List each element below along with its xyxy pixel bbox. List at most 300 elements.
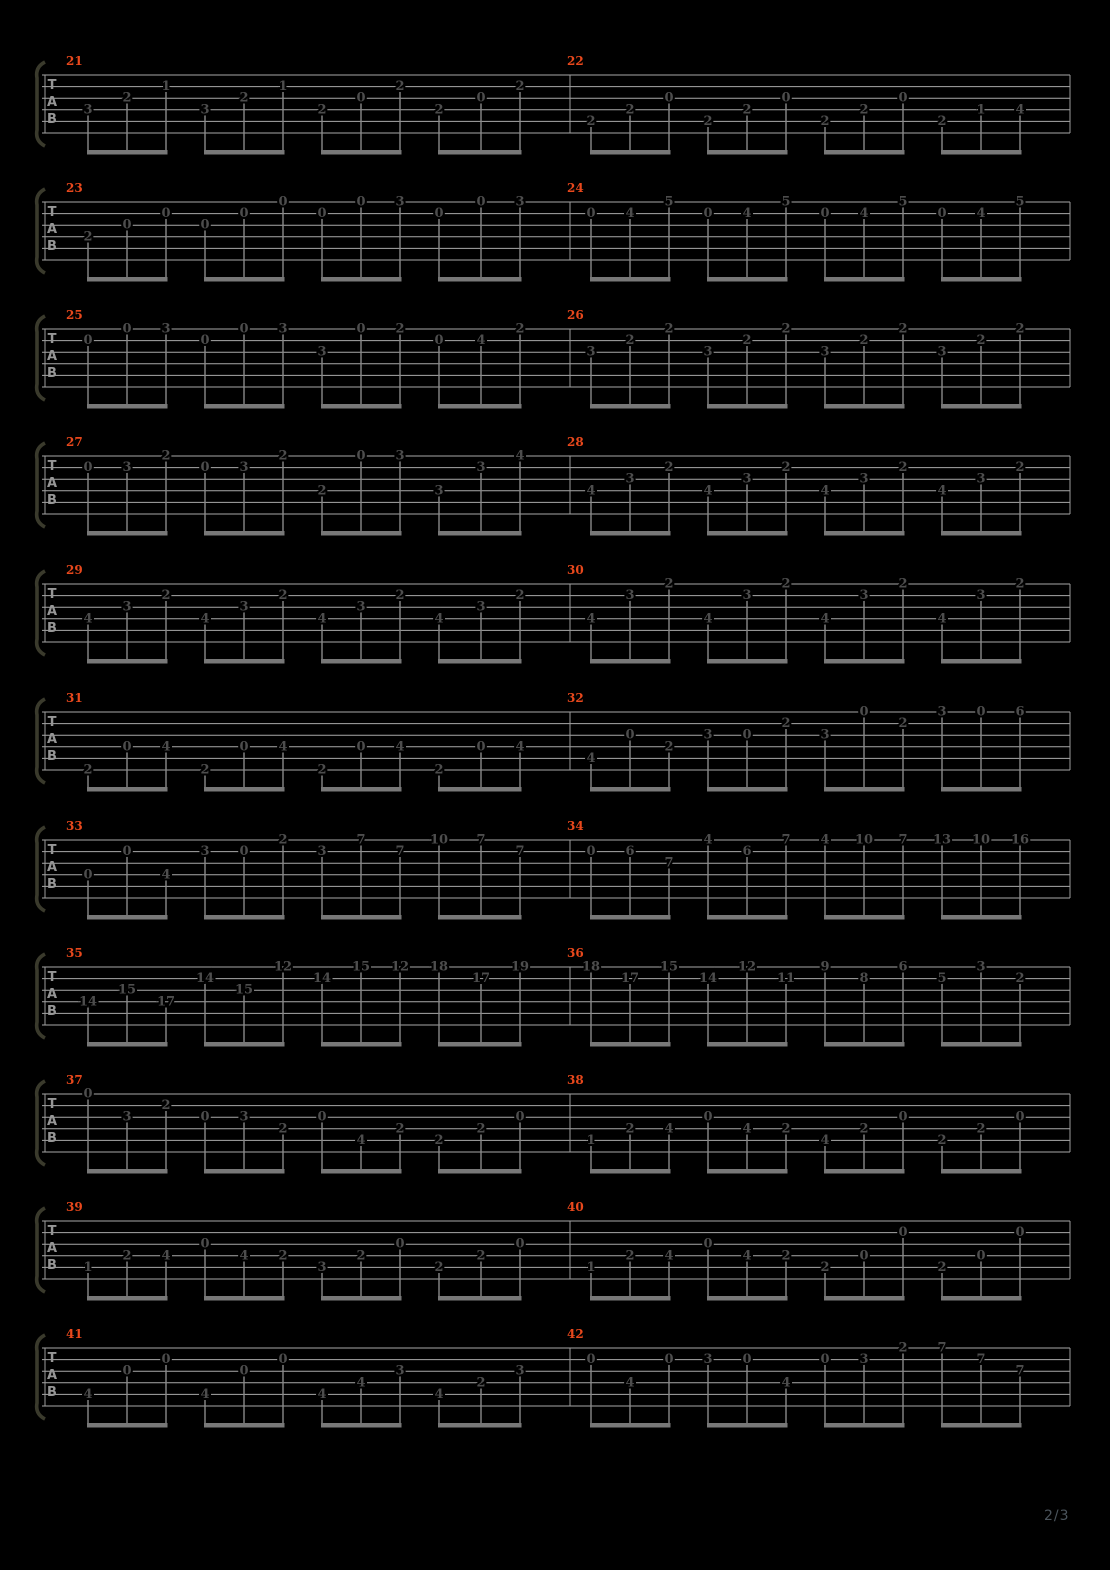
fret-number: 16 — [1010, 832, 1030, 848]
tab-system — [37, 1073, 1070, 1174]
fret-number: 4 — [200, 1386, 210, 1402]
measure-number: 42 — [567, 1327, 584, 1341]
fret-number: 4 — [664, 1121, 674, 1137]
fret-number: 5 — [664, 194, 674, 210]
fret-number: 2 — [625, 102, 635, 118]
tab-clef-letter: T — [47, 78, 57, 93]
fret-number: 2 — [820, 1259, 830, 1275]
fret-number: 2 — [664, 739, 674, 755]
fret-number: 0 — [476, 90, 486, 106]
tab-clef-letter: B — [47, 1258, 57, 1273]
fret-number: 14 — [698, 971, 718, 987]
fret-number: 0 — [200, 333, 210, 349]
fret-number: 18 — [581, 959, 601, 975]
fret-number: 3 — [122, 460, 132, 476]
fret-number: 2 — [1015, 460, 1025, 476]
tab-clef-letter: B — [47, 112, 57, 127]
fret-number: 1 — [586, 1259, 596, 1275]
fret-number: 0 — [239, 844, 249, 860]
fret-number: 3 — [317, 1259, 327, 1275]
fret-number: 4 — [625, 1375, 635, 1391]
beam — [87, 531, 168, 536]
fret-number: 2 — [395, 79, 405, 95]
beam — [87, 150, 168, 155]
fret-number: 0 — [395, 1236, 405, 1252]
measure-number: 29 — [66, 563, 83, 577]
fret-number: 0 — [476, 739, 486, 755]
beam — [590, 787, 671, 792]
fret-number: 2 — [664, 321, 674, 337]
beam — [438, 915, 522, 920]
fret-number: 3 — [625, 588, 635, 604]
fret-number: 0 — [703, 1236, 713, 1252]
beam — [438, 1169, 522, 1174]
fret-number: 17 — [620, 971, 640, 987]
fret-number: 0 — [1015, 1109, 1025, 1125]
beam — [438, 531, 522, 536]
fret-number: 4 — [742, 1121, 752, 1137]
tab-system — [37, 819, 1070, 920]
fret-number: 0 — [703, 206, 713, 222]
fret-number: 7 — [664, 855, 674, 871]
tab-clef-letter: B — [47, 1131, 57, 1146]
fret-number: 4 — [356, 1375, 366, 1391]
fret-number: 0 — [820, 206, 830, 222]
beam — [707, 1296, 788, 1301]
fret-number: 0 — [434, 333, 444, 349]
beam — [824, 150, 905, 155]
beam — [941, 1296, 1022, 1301]
beam — [590, 659, 671, 664]
beam — [590, 915, 671, 920]
fret-number: 2 — [937, 1132, 947, 1148]
beam — [707, 787, 788, 792]
beam — [438, 404, 522, 409]
fret-number: 2 — [898, 1340, 908, 1356]
beam — [590, 277, 671, 282]
fret-number: 0 — [703, 1109, 713, 1125]
measure-number: 32 — [567, 691, 584, 705]
fret-number: 5 — [937, 971, 947, 987]
tab-clef-letter: T — [47, 843, 57, 858]
beam — [438, 659, 522, 664]
beam — [824, 659, 905, 664]
fret-number: 1 — [278, 79, 288, 95]
fret-number: 17 — [471, 971, 491, 987]
tab-clef-letter: T — [47, 459, 57, 474]
fret-number: 2 — [664, 460, 674, 476]
fret-number: 2 — [898, 460, 908, 476]
beam — [87, 1169, 168, 1174]
fret-number: 7 — [476, 832, 486, 848]
fret-number: 3 — [200, 844, 210, 860]
fret-number: 15 — [659, 959, 679, 975]
fret-number: 3 — [820, 344, 830, 360]
fret-number: 2 — [898, 321, 908, 337]
beam — [590, 1423, 671, 1428]
beam — [590, 1296, 671, 1301]
fret-number: 2 — [278, 1121, 288, 1137]
fret-number: 3 — [586, 344, 596, 360]
fret-number: 4 — [625, 206, 635, 222]
fret-number: 0 — [515, 1236, 525, 1252]
fret-number: 2 — [317, 102, 327, 118]
tab-clef-letter: A — [46, 987, 58, 1002]
fret-number: 0 — [356, 448, 366, 464]
beam — [590, 1042, 671, 1047]
fret-number: 0 — [122, 217, 132, 233]
beam — [204, 915, 285, 920]
fret-number: 4 — [937, 483, 947, 499]
fret-number: 0 — [239, 206, 249, 222]
beam — [707, 277, 788, 282]
fret-number: 11 — [776, 971, 796, 987]
beam — [707, 531, 788, 536]
measure-number: 41 — [66, 1327, 83, 1341]
beam — [438, 150, 522, 155]
fret-number: 7 — [781, 832, 791, 848]
tab-system — [37, 691, 1070, 792]
tab-clef-letter: T — [47, 332, 57, 347]
fret-number: 4 — [434, 1386, 444, 1402]
fret-number: 4 — [476, 333, 486, 349]
beam — [204, 1042, 285, 1047]
tab-system — [37, 1200, 1070, 1301]
fret-number: 2 — [83, 762, 93, 778]
tab-clef-letter: A — [46, 95, 58, 110]
fret-number: 2 — [434, 762, 444, 778]
tab-clef-letter: T — [47, 715, 57, 730]
tab-clef-letter: T — [47, 205, 57, 220]
fret-number: 3 — [625, 471, 635, 487]
fret-number: 0 — [820, 1352, 830, 1368]
fret-number: 10 — [971, 832, 991, 848]
measure-number: 38 — [567, 1073, 584, 1087]
fret-number: 3 — [122, 599, 132, 615]
tab-clef-letter: A — [46, 604, 58, 619]
fret-number: 2 — [664, 576, 674, 592]
fret-number: 3 — [395, 1363, 405, 1379]
beam — [707, 915, 788, 920]
fret-number: 0 — [781, 90, 791, 106]
fret-number: 3 — [317, 844, 327, 860]
fret-number: 3 — [395, 194, 405, 210]
fret-number: 0 — [200, 1236, 210, 1252]
fret-number: 3 — [820, 727, 830, 743]
fret-number: 0 — [434, 206, 444, 222]
fret-number: 0 — [122, 844, 132, 860]
fret-number: 2 — [781, 1248, 791, 1264]
fret-number: 2 — [898, 716, 908, 732]
fret-number: 14 — [195, 971, 215, 987]
fret-number: 0 — [859, 1248, 869, 1264]
tab-clef-letter: B — [47, 239, 57, 254]
fret-number: 6 — [625, 844, 635, 860]
fret-number: 2 — [1015, 321, 1025, 337]
tab-clef-letter: B — [47, 1385, 57, 1400]
beam — [321, 404, 402, 409]
fret-number: 4 — [976, 206, 986, 222]
fret-number: 3 — [703, 727, 713, 743]
fret-number: 5 — [1015, 194, 1025, 210]
beam — [87, 659, 168, 664]
fret-number: 4 — [742, 206, 752, 222]
fret-number: 4 — [586, 483, 596, 499]
fret-number: 2 — [122, 90, 132, 106]
fret-number: 7 — [395, 844, 405, 860]
fret-number: 4 — [742, 1248, 752, 1264]
beam — [707, 1169, 788, 1174]
beam — [204, 531, 285, 536]
tab-clef-letter: T — [47, 1097, 57, 1112]
fret-number: 4 — [820, 832, 830, 848]
fret-number: 7 — [937, 1340, 947, 1356]
measure-number: 25 — [66, 308, 83, 322]
tab-clef-letter: A — [46, 1368, 58, 1383]
fret-number: 2 — [625, 1121, 635, 1137]
fret-number: 0 — [898, 1109, 908, 1125]
fret-number: 3 — [83, 102, 93, 118]
measure-number: 21 — [66, 54, 83, 68]
fret-number: 3 — [976, 588, 986, 604]
fret-number: 3 — [742, 588, 752, 604]
fret-number: 2 — [278, 448, 288, 464]
measure-number: 30 — [567, 563, 584, 577]
beam — [87, 1296, 168, 1301]
fret-number: 6 — [1015, 704, 1025, 720]
measure-number: 37 — [66, 1073, 83, 1087]
fret-number: 3 — [937, 704, 947, 720]
fret-number: 2 — [239, 90, 249, 106]
beam — [707, 404, 788, 409]
beam — [204, 787, 285, 792]
tab-clef-letter: B — [47, 749, 57, 764]
fret-number: 4 — [664, 1248, 674, 1264]
fret-number: 2 — [976, 333, 986, 349]
fret-number: 1 — [83, 1259, 93, 1275]
measure-number: 23 — [66, 181, 83, 195]
beam — [87, 915, 168, 920]
fret-number: 5 — [781, 194, 791, 210]
beam — [707, 1042, 788, 1047]
measure-number: 26 — [567, 308, 584, 322]
fret-number: 0 — [742, 727, 752, 743]
beam — [824, 787, 905, 792]
fret-number: 3 — [515, 1363, 525, 1379]
beam — [321, 277, 402, 282]
fret-number: 0 — [476, 194, 486, 210]
fret-number: 2 — [161, 1098, 171, 1114]
fret-number: 0 — [161, 1352, 171, 1368]
beam — [590, 404, 671, 409]
beam — [204, 277, 285, 282]
beam — [321, 659, 402, 664]
measure-number: 24 — [567, 181, 584, 195]
fret-number: 3 — [476, 599, 486, 615]
fret-number: 3 — [434, 483, 444, 499]
fret-number: 10 — [854, 832, 874, 848]
fret-number: 12 — [390, 959, 410, 975]
fret-number: 15 — [234, 982, 254, 998]
fret-number: 0 — [317, 1109, 327, 1125]
measure-number: 36 — [567, 946, 584, 960]
fret-number: 4 — [161, 739, 171, 755]
fret-number: 3 — [356, 599, 366, 615]
fret-number: 3 — [239, 1109, 249, 1125]
fret-number: 1 — [976, 102, 986, 118]
tab-clef-letter: T — [47, 1224, 57, 1239]
fret-number: 7 — [976, 1352, 986, 1368]
fret-number: 2 — [395, 321, 405, 337]
tab-clef-letter: T — [47, 970, 57, 985]
fret-number: 4 — [703, 611, 713, 627]
fret-number: 0 — [586, 206, 596, 222]
beam — [941, 531, 1022, 536]
beam — [438, 787, 522, 792]
fret-number: 2 — [515, 321, 525, 337]
fret-number: 0 — [859, 704, 869, 720]
fret-number: 2 — [515, 79, 525, 95]
fret-number: 0 — [515, 1109, 525, 1125]
beam — [438, 1423, 522, 1428]
fret-number: 2 — [937, 1259, 947, 1275]
fret-number: 4 — [239, 1248, 249, 1264]
beam — [321, 1423, 402, 1428]
fret-number: 4 — [586, 611, 596, 627]
fret-number: 2 — [317, 762, 327, 778]
fret-number: 14 — [78, 994, 98, 1010]
beam — [824, 404, 905, 409]
tab-clef-letter: A — [46, 732, 58, 747]
fret-number: 4 — [515, 739, 525, 755]
fret-number: 0 — [200, 460, 210, 476]
fret-number: 2 — [278, 832, 288, 848]
beam — [590, 1169, 671, 1174]
fret-number: 4 — [161, 867, 171, 883]
fret-number: 0 — [317, 206, 327, 222]
fret-number: 0 — [664, 1352, 674, 1368]
beam — [321, 1042, 402, 1047]
fret-number: 0 — [586, 844, 596, 860]
fret-number: 7 — [356, 832, 366, 848]
beam — [204, 1169, 285, 1174]
fret-number: 2 — [859, 1121, 869, 1137]
fret-number: 18 — [429, 959, 449, 975]
fret-number: 0 — [122, 739, 132, 755]
tab-clef-letter: B — [47, 877, 57, 892]
beam — [941, 1042, 1022, 1047]
fret-number: 4 — [434, 611, 444, 627]
fret-number: 4 — [703, 483, 713, 499]
tab-clef-letter: B — [47, 493, 57, 508]
fret-number: 19 — [510, 959, 530, 975]
measure-number: 39 — [66, 1200, 83, 1214]
fret-number: 5 — [898, 194, 908, 210]
fret-number: 3 — [859, 1352, 869, 1368]
fret-number: 2 — [515, 588, 525, 604]
fret-number: 0 — [278, 194, 288, 210]
fret-number: 9 — [820, 959, 830, 975]
fret-number: 4 — [356, 1132, 366, 1148]
fret-number: 4 — [586, 750, 596, 766]
beam — [824, 1423, 905, 1428]
fret-number: 0 — [898, 90, 908, 106]
fret-number: 2 — [317, 483, 327, 499]
fret-number: 4 — [317, 1386, 327, 1402]
fret-number: 0 — [356, 90, 366, 106]
fret-number: 3 — [239, 460, 249, 476]
fret-number: 2 — [937, 113, 947, 129]
measure-number: 40 — [567, 1200, 584, 1214]
measure-number: 35 — [66, 946, 83, 960]
fret-number: 2 — [820, 113, 830, 129]
beam — [941, 787, 1022, 792]
tab-clef-letter: B — [47, 621, 57, 636]
fret-number: 2 — [742, 333, 752, 349]
tab-system — [37, 563, 1070, 664]
fret-number: 2 — [781, 576, 791, 592]
beam — [321, 915, 402, 920]
fret-number: 2 — [586, 113, 596, 129]
beam — [941, 915, 1022, 920]
fret-number: 15 — [351, 959, 371, 975]
fret-number: 12 — [273, 959, 293, 975]
tab-clef-letter: A — [46, 1241, 58, 1256]
fret-number: 4 — [161, 1248, 171, 1264]
tab-clef-letter: T — [47, 1351, 57, 1366]
fret-number: 10 — [429, 832, 449, 848]
measure-number: 34 — [567, 819, 584, 833]
fret-number: 3 — [937, 344, 947, 360]
tab-system — [37, 946, 1070, 1047]
fret-number: 0 — [356, 321, 366, 337]
beam — [707, 659, 788, 664]
beam — [204, 404, 285, 409]
fret-number: 2 — [200, 762, 210, 778]
fret-number: 6 — [742, 844, 752, 860]
beam — [824, 1042, 905, 1047]
fret-number: 3 — [515, 194, 525, 210]
beam — [438, 1296, 522, 1301]
fret-number: 2 — [1015, 971, 1025, 987]
beam — [321, 1296, 402, 1301]
tab-system — [37, 181, 1070, 282]
beam — [941, 277, 1022, 282]
fret-number: 4 — [781, 1375, 791, 1391]
beam — [590, 150, 671, 155]
fret-number: 0 — [122, 321, 132, 337]
tab-clef-letter: A — [46, 860, 58, 875]
fret-number: 2 — [278, 588, 288, 604]
beam — [707, 150, 788, 155]
fret-number: 6 — [898, 959, 908, 975]
fret-number: 2 — [781, 716, 791, 732]
beam — [824, 1296, 905, 1301]
fret-number: 17 — [156, 994, 176, 1010]
tab-system — [37, 54, 1070, 155]
tab-clef-letter: B — [47, 1004, 57, 1019]
fret-number: 1 — [161, 79, 171, 95]
fret-number: 0 — [83, 867, 93, 883]
beam — [87, 787, 168, 792]
fret-number: 3 — [859, 588, 869, 604]
fret-number: 0 — [239, 739, 249, 755]
fret-number: 2 — [703, 113, 713, 129]
fret-number: 2 — [781, 460, 791, 476]
tab-system — [37, 435, 1070, 536]
fret-number: 12 — [737, 959, 757, 975]
fret-number: 4 — [820, 611, 830, 627]
